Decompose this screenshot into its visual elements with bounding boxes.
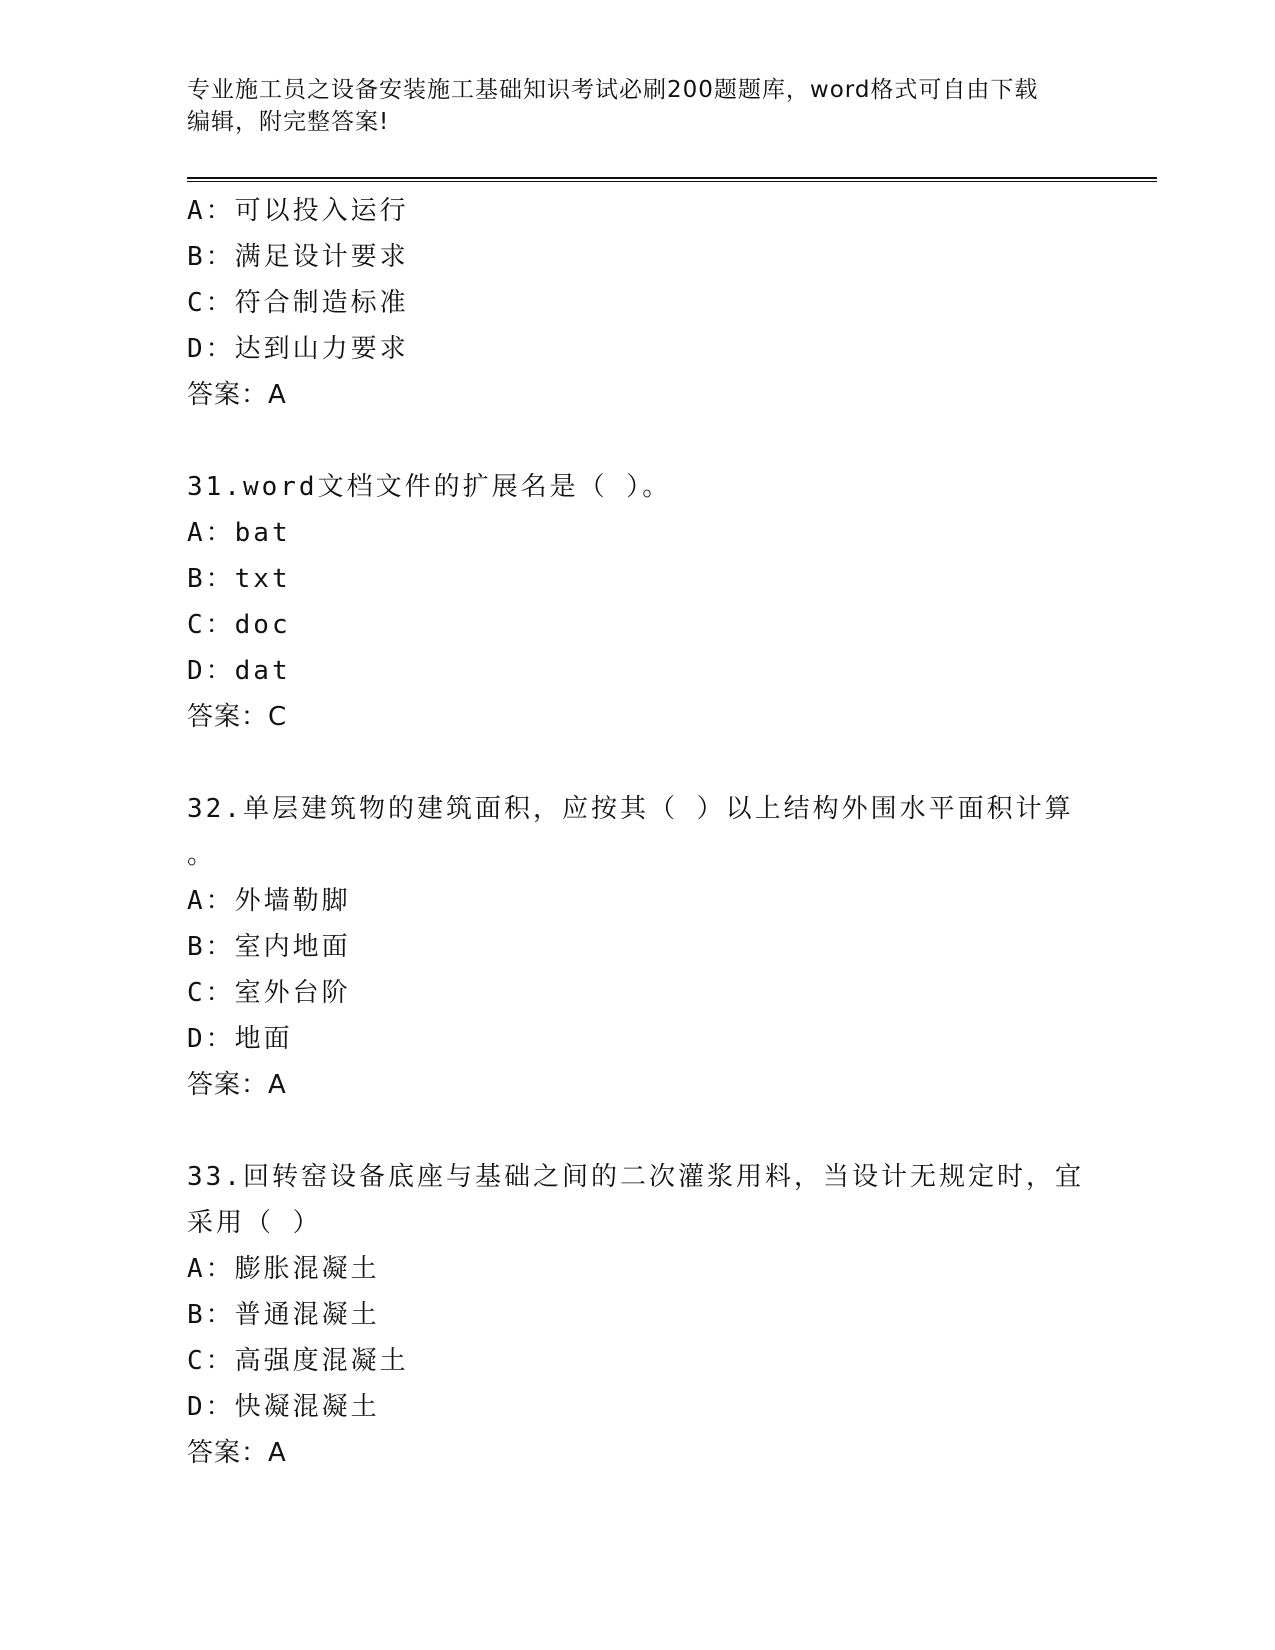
option-d: D：快凝混凝土 <box>187 1392 380 1422</box>
option-b: B：室内地面 <box>187 932 351 962</box>
option-a: A：可以投入运行 <box>187 196 409 226</box>
question-33 <box>187 1154 1087 1476</box>
question-32 <box>187 786 1087 1108</box>
question-stem-line-1: 32.单层建筑物的建筑面积，应按其（ ）以上结构外围水平面积计算 <box>187 794 1074 824</box>
option-d: D：dat <box>187 656 291 686</box>
answer-line <box>187 1062 1087 1108</box>
question-stem: 31.word文档文件的扩展名是（ ）。 <box>187 472 672 502</box>
header-line-1: 专业施工员之设备安装施工基础知识考试必刷200题题库，word格式可自由下载 <box>187 77 1039 103</box>
option-c: C：doc <box>187 610 291 640</box>
answer-label: 答案： <box>187 1438 269 1468</box>
question-30 <box>187 188 1087 418</box>
header-line-2: 编辑，附完整答案! <box>187 109 390 135</box>
answer-label: 答案： <box>187 1070 269 1100</box>
question-list <box>187 188 1087 1476</box>
answer-value: A <box>268 380 287 410</box>
option-d: D：达到山力要求 <box>187 334 409 364</box>
option-b: B：满足设计要求 <box>187 242 409 272</box>
option-b: B：普通混凝土 <box>187 1300 380 1330</box>
option-c: C：高强度混凝土 <box>187 1346 409 1376</box>
option-c: C：符合制造标准 <box>187 288 409 318</box>
option-a: A：外墙勒脚 <box>187 886 351 916</box>
answer-label: 答案： <box>187 702 269 732</box>
header-rule-thick <box>187 177 1157 179</box>
document-header <box>187 74 1087 138</box>
answer-value: C <box>268 702 288 732</box>
question-stem-line-2: 。 <box>187 840 217 870</box>
answer-line <box>187 372 1087 418</box>
answer-value: A <box>268 1070 287 1100</box>
answer-line <box>187 1430 1087 1476</box>
option-d: D：地面 <box>187 1024 293 1054</box>
question-31 <box>187 464 1087 740</box>
answer-line <box>187 694 1087 740</box>
answer-value: A <box>268 1438 287 1468</box>
answer-label: 答案： <box>187 380 269 410</box>
option-b: B：txt <box>187 564 291 594</box>
option-c: C：室外台阶 <box>187 978 351 1008</box>
header-rule-thin <box>187 181 1157 182</box>
question-stem-line-1: 33.回转窑设备底座与基础之间的二次灌浆用料，当设计无规定时，宜 <box>187 1162 1084 1192</box>
question-stem-line-2: 采用（ ） <box>187 1208 322 1238</box>
option-a: A：膨胀混凝土 <box>187 1254 380 1284</box>
option-a: A：bat <box>187 518 291 548</box>
